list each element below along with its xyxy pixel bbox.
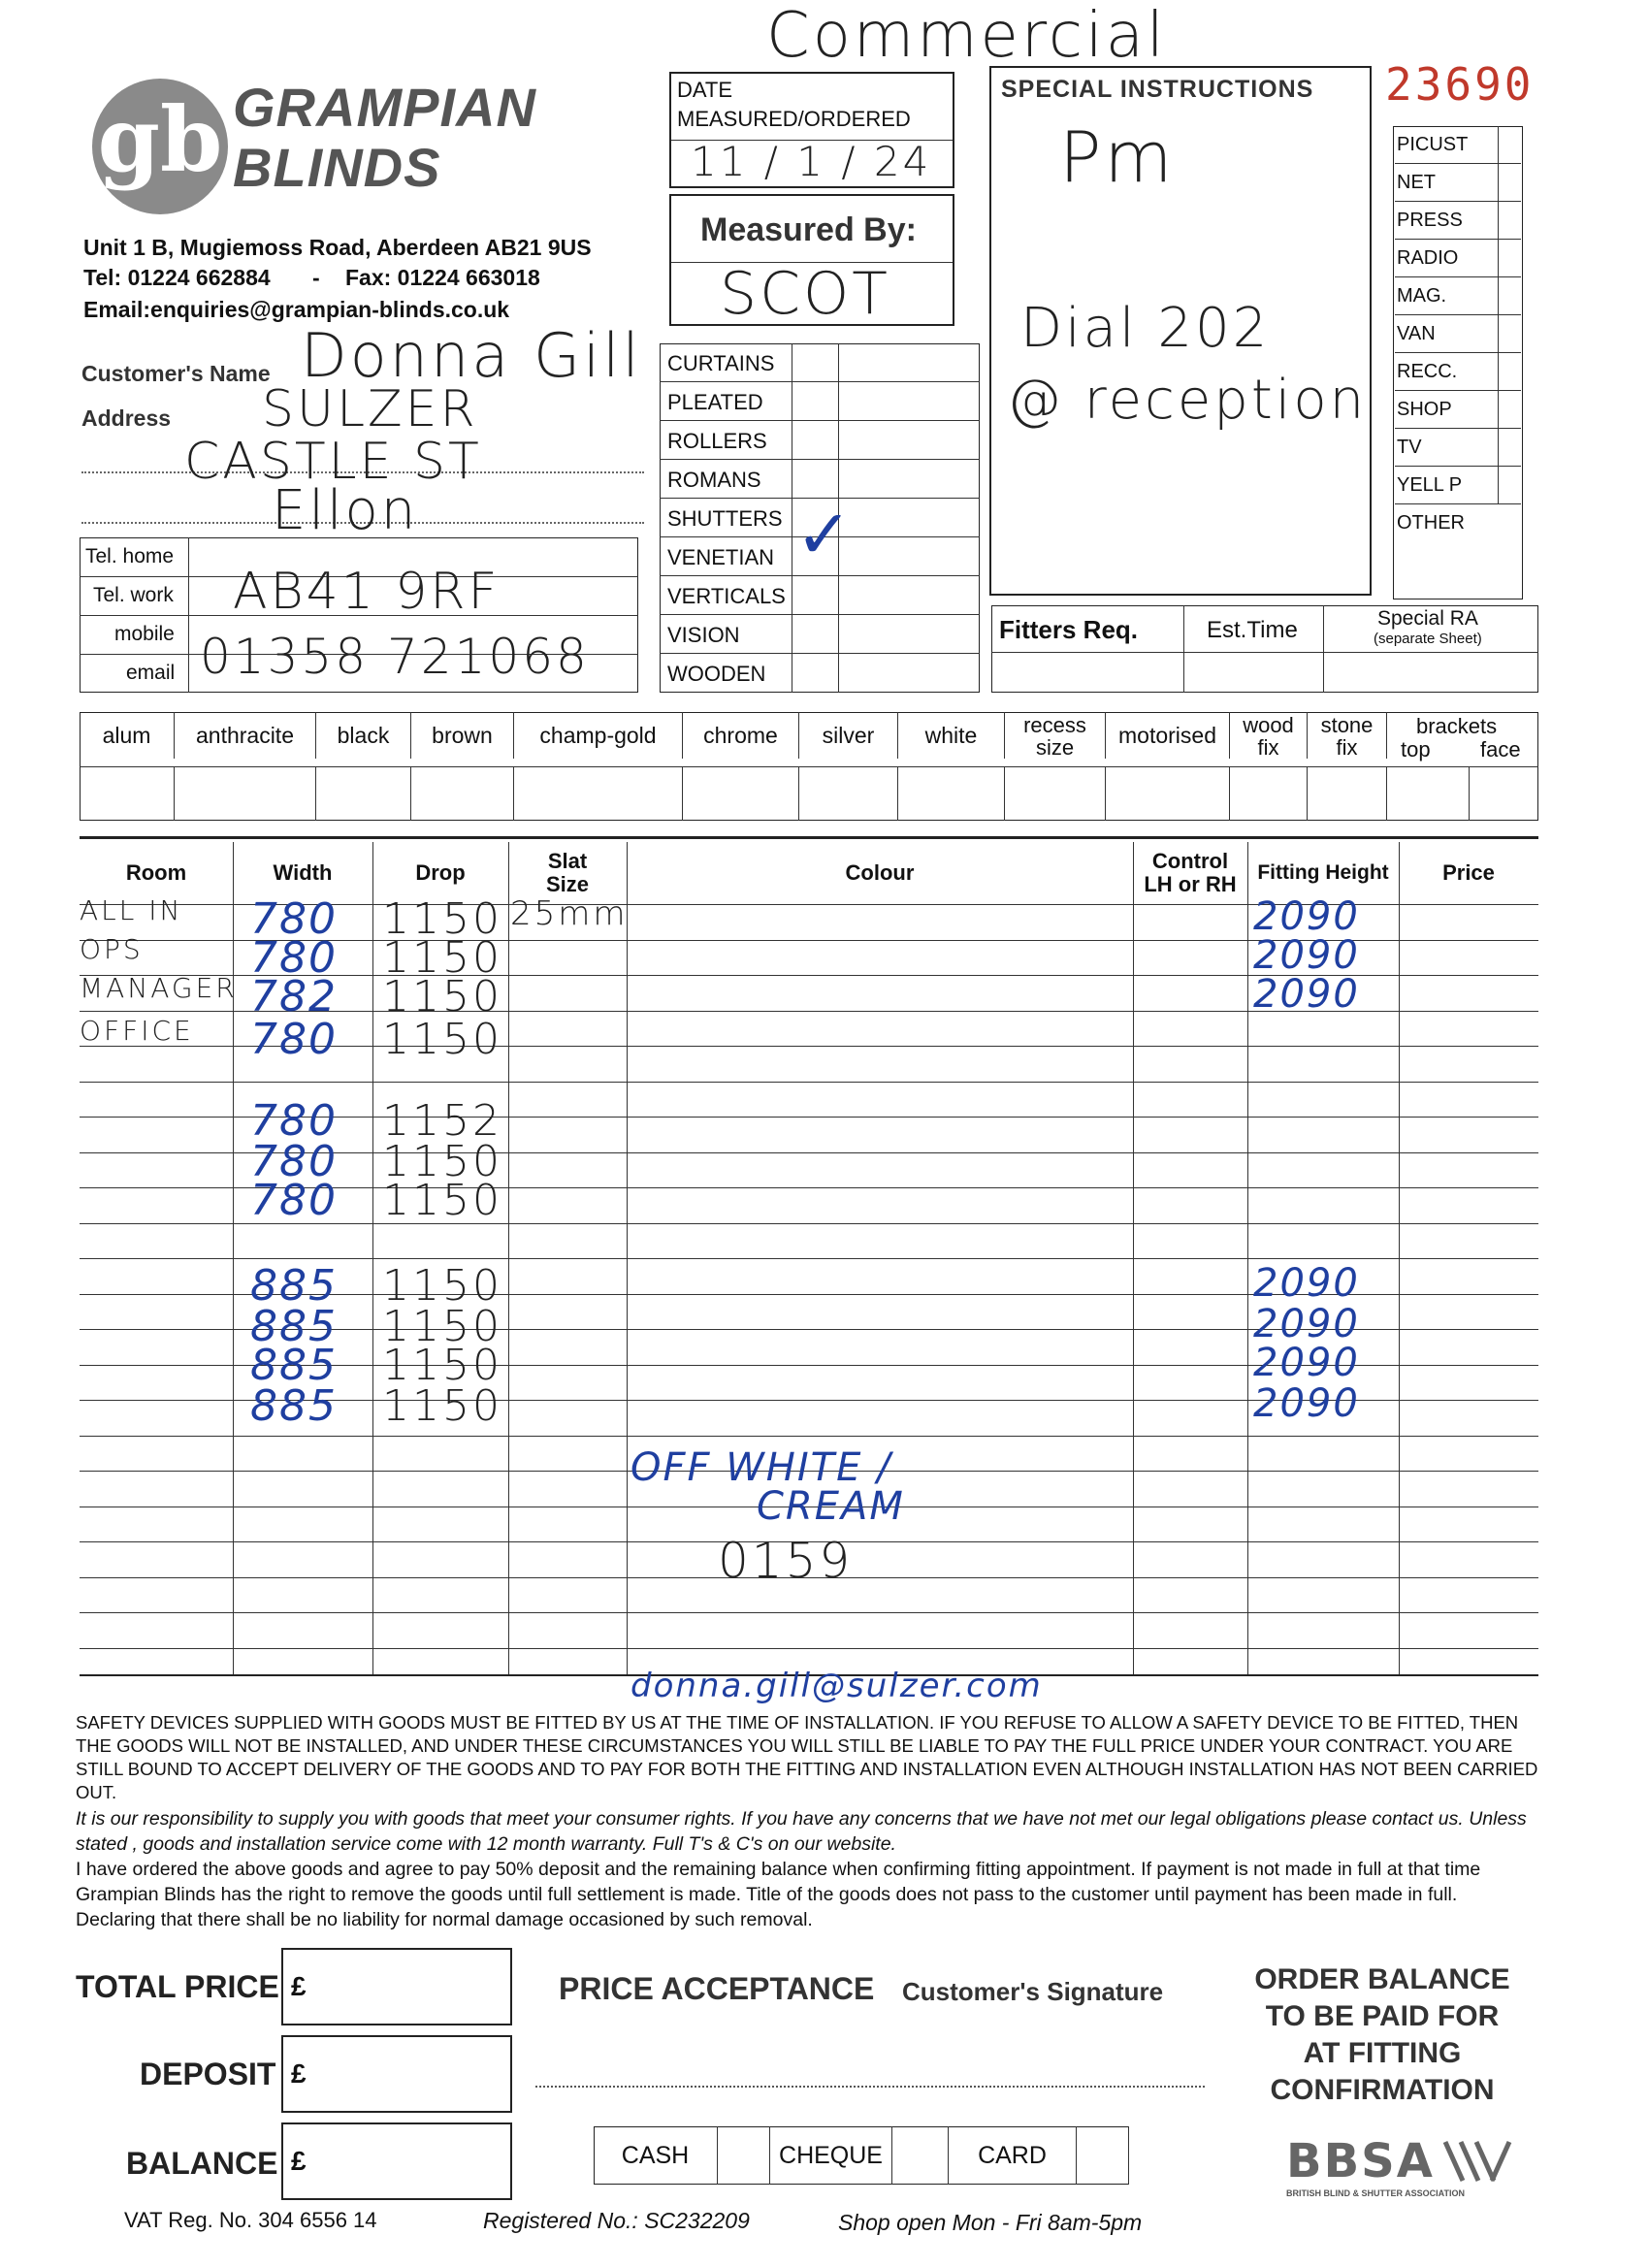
table-row[interactable] [80,1096,1538,1146]
date-value[interactable]: 11 / 1 / 24 [691,138,932,185]
product-label: ROLLERS [667,429,767,453]
cell-width: 885 [250,1381,338,1431]
colour-option-black: black [316,712,411,759]
company-address: Unit 1 B, Mugiemoss Road, Aberdeen AB21 9US [83,235,592,260]
cell-height: 2090 [1253,1261,1360,1306]
cell-width: 780 [250,894,338,944]
terms-rights: It is our responsibility to supply you with goods that meet your consumer rights. If you have any concerns that we have not met our legal obligations please contact us. Unless stated , goods and installation service come with 12 month warranty. Full T's & C's on our website. [76,1808,1527,1855]
payment-cash: CASH [594,2126,718,2185]
currency-symbol: £ [291,2058,307,2089]
cell-room: ALL IN [80,894,183,926]
cell-width: 885 [250,1261,338,1311]
customer-name-value[interactable]: Donna Gill [301,320,642,391]
tel-work-value[interactable]: AB41 9RF [233,563,501,621]
option-checkbox[interactable] [799,766,898,821]
est-time-label: Est.Time [1207,617,1298,643]
product-item[interactable] [660,421,980,460]
shop-hours: Shop open Mon - Fri 8am-5pm [838,2210,1143,2235]
table-row[interactable] [80,1224,1538,1263]
measured-by-value[interactable]: SCOT [720,260,890,328]
vat-reg: VAT Reg. No. 304 6556 14 [124,2208,377,2232]
special-ra-sub: (separate Sheet) [1374,631,1482,647]
stone-fix-label-2: fix [1336,735,1358,760]
logo-lettering: gb [97,87,223,192]
recess-label-1: recess [1023,713,1086,737]
order-balance-line2: TO BE PAID FOR [1265,2000,1500,2032]
header-width: Width [273,860,333,885]
company-name-line2: BLINDS [233,137,441,198]
cell-width: 780 [250,1096,338,1146]
cell-width: 780 [250,1176,338,1225]
colour-note-line2[interactable]: CREAM [757,1484,905,1529]
special-line2[interactable]: Dial 202 [1020,297,1271,360]
brackets-top-label: top [1401,737,1431,761]
cell-drop: 1150 [382,933,502,983]
date-label-1: DATE [677,78,733,102]
wood-fix-label-1: wood [1243,713,1294,737]
source-label: YELL P [1397,474,1463,496]
cell-height: 2090 [1253,1302,1360,1346]
venetian-check-mark[interactable]: ✓ [795,495,855,574]
cell-width: 780 [250,933,338,983]
source-item[interactable] [1395,126,1521,164]
tel-work-label: Tel. work [93,584,174,606]
product-label: VERTICALS [667,584,786,608]
option-checkbox[interactable] [411,766,514,821]
header-control-1: Control [1151,849,1229,873]
deposit-label: DEPOSIT [140,2057,276,2091]
colour-option-champ-gold: champ-gold [514,712,683,759]
source-label: RADIO [1397,247,1459,269]
wood-fix-label-2: fix [1257,735,1279,760]
total-price-label: TOTAL PRICE [76,1969,279,2004]
cell-drop: 1150 [382,1015,502,1064]
payment-card: CARD [949,2126,1077,2185]
table-row[interactable] [80,1261,1538,1311]
company-tel: Tel: 01224 662884 [83,265,271,290]
product-item[interactable] [660,615,980,654]
cell-height: 2090 [1253,933,1360,978]
source-item[interactable] [1395,429,1521,467]
balance-label: BALANCE [126,2146,278,2181]
cell-height: 2090 [1253,894,1360,939]
colour-option-brown: brown [411,712,514,759]
source-label: RECC. [1397,361,1458,382]
measured-by-label: Measured By: [700,211,917,248]
source-item[interactable] [1395,164,1521,202]
header-fitting-height: Fitting Height [1257,861,1389,884]
header-slat-1: Slat [547,849,588,873]
registered-no: Registered No.: SC232209 [483,2208,750,2233]
header-slat-2: Size [545,872,590,896]
option-checkbox[interactable] [80,766,175,821]
colour-note-code[interactable]: 0159 [718,1533,854,1589]
header-control-2: LH or RH [1144,872,1237,896]
stone-fix-label-1: stone [1320,713,1374,737]
signature-line[interactable] [535,2086,1205,2088]
colour-option-silver: silver [799,712,898,759]
source-item[interactable] [1395,467,1521,504]
colour-option-anthracite: anthracite [175,712,316,759]
option-checkbox[interactable] [1005,766,1106,821]
company-name-line1: GRAMPIAN [233,77,536,138]
fitters-label: Fitters Req. [999,615,1139,644]
total-price-field[interactable] [281,1948,512,2025]
payment-checkbox[interactable] [892,2126,949,2185]
source-item[interactable] [1395,240,1521,277]
product-label: ROMANS [667,468,761,492]
source-label: PICUST [1397,134,1469,155]
bbsa-logo: BBSA [1286,2134,1435,2188]
cell-height: 2090 [1253,972,1360,1017]
special-instructions-label: SPECIAL INSTRUCTIONS [1001,76,1314,103]
source-label: SHOP [1397,399,1452,420]
source-item[interactable] [1395,315,1521,353]
price-acceptance-sub: Customer's Signature [902,1977,1164,2006]
price-acceptance-title: PRICE ACCEPTANCE [559,1971,875,2006]
customer-email-handwritten[interactable]: donna.gill@sulzer.com [630,1667,1043,1705]
cell-width: 885 [250,1341,338,1390]
address-label: Address [81,405,172,431]
special-ra-label: Special RA [1377,607,1478,630]
cell-drop: 1150 [382,1381,502,1431]
product-item[interactable] [660,343,980,382]
source-label: VAN [1397,323,1436,344]
cell-room: MANAGER [80,972,238,1004]
product-label: VENETIAN [667,545,775,569]
special-instructions-box [989,66,1372,596]
source-label: PRESS [1397,210,1463,231]
colour-option-chrome: chrome [683,712,799,759]
mobile-label: mobile [114,623,175,645]
product-label: WOODEN [667,662,766,686]
product-label: PLEATED [667,390,763,414]
header-note: Commercial [766,0,1167,72]
address-line1[interactable]: SULZER [262,380,478,438]
option-checkbox[interactable] [1106,766,1230,821]
order-balance-line3: AT FITTING [1303,2037,1462,2069]
order-balance-line1: ORDER BALANCE [1254,1963,1510,1995]
company-logo [87,74,233,219]
currency-symbol: £ [291,2146,307,2176]
table-row[interactable] [80,1176,1538,1225]
cell-room: OFFICE [80,1015,194,1047]
cell-drop: 1150 [382,1261,502,1311]
measured-by-box [669,194,954,326]
product-label: VISION [667,623,740,647]
cell-drop: 1150 [382,1137,502,1186]
source-label: MAG. [1397,285,1447,307]
table-row[interactable] [80,1059,1538,1098]
cell-width: 782 [250,972,338,1021]
terms-safety: SAFETY DEVICES SUPPLIED WITH GOODS MUST BE FITTED BY US AT THE TIME OF INSTALLATION. IF YOU REFUSE TO ALLOW A SAFETY DEVICE TO BE FITTED, THEN THE GOODS WILL NOT BE INSTALLED, AND UNDER THESE CIRCUMSTANCES YOU WILL STILL BE LIABLE TO PAY THE FULL PRICE UNDER YOUR CONTRACT. YOU ARE STILL BOUND TO ACCEPT DELIVERY OF THE GOODS AND TO PAY FOR BOTH THE FITTING AND INSTALLATION EVEN ALTHOUGH INSTALLATION HAS NOT BEEN CARRIED OUT. [76,1712,1538,1802]
date-box [669,72,954,188]
product-item[interactable] [660,576,980,615]
table-row[interactable] [80,1341,1538,1390]
brackets-label: brackets [1416,714,1498,738]
payment-checkbox[interactable] [1077,2126,1129,2185]
balance-field[interactable] [281,2122,512,2200]
email-label: email [126,662,176,684]
option-checkbox[interactable] [683,766,799,821]
table-row[interactable] [80,1015,1538,1064]
option-checkbox[interactable] [175,766,316,821]
payment-checkbox[interactable] [718,2126,770,2185]
product-item[interactable] [660,654,980,693]
table-row[interactable] [80,1381,1538,1431]
source-item[interactable] [1395,202,1521,240]
header-drop: Drop [415,860,466,885]
company-fax: Fax: 01224 663018 [345,265,540,290]
special-line1[interactable]: Pm [1059,116,1176,198]
product-label: CURTAINS [667,351,775,375]
date-label-2: MEASURED/ORDERED [677,107,911,131]
table-row[interactable] [80,972,1538,1021]
colour-note-line1[interactable]: OFF WHITE / [630,1445,892,1490]
cell-drop: 1150 [382,1176,502,1225]
option-checkbox[interactable] [1308,766,1387,821]
header-price: Price [1442,860,1495,885]
cell-height: 2090 [1253,1341,1360,1385]
address-line2[interactable]: CASTLE ST [184,433,482,491]
product-item[interactable] [660,460,980,499]
source-item[interactable] [1395,353,1521,391]
brackets-face-label: face [1480,737,1521,761]
source-label: OTHER [1397,512,1465,534]
bbsa-subtitle: BRITISH BLIND & SHUTTER ASSOCIATION [1286,2188,1465,2198]
cell-width: 780 [250,1137,338,1186]
currency-symbol: £ [291,1971,307,2001]
tel-home-label: Tel. home [85,545,175,567]
source-item[interactable] [1395,504,1521,542]
cell-slat: 25mm [510,894,629,933]
cell-width: 780 [250,1015,338,1064]
order-balance-line4: CONFIRMATION [1270,2074,1495,2106]
cell-height: 2090 [1253,1381,1360,1426]
colour-option-white: white [898,712,1005,759]
bbsa-stripes-icon [1441,2140,1513,2187]
source-label: NET [1397,172,1436,193]
product-label: SHUTTERS [667,506,783,531]
source-label: TV [1397,437,1422,458]
cell-width: 885 [250,1302,338,1351]
colour-option-alum: alum [80,712,175,759]
address-line3[interactable]: Ellon [272,479,419,542]
cell-drop: 1150 [382,972,502,1021]
mobile-value[interactable]: 01358 721068 [200,629,590,685]
option-checkbox[interactable] [514,766,683,821]
recess-label-2: size [1035,735,1075,760]
product-item[interactable] [660,382,980,421]
special-line3[interactable]: @ reception [1007,369,1368,432]
cell-drop: 1150 [382,894,502,944]
option-checkbox[interactable] [1230,766,1308,821]
order-number: 23690 [1385,58,1535,111]
header-colour: Colour [845,860,915,885]
motorised-label: motorised [1106,712,1230,759]
cell-drop: 1150 [382,1302,502,1351]
terms-agreement: I have ordered the above goods and agree to pay 50% deposit and the remaining balance when confirming fitting appointment. If payment is not made in full at that time Grampian Blinds has the right to remove the goods until full settlement is made. Title of the goods does not pass to the customer until payment has been made in full. Declaring that there shall be no liability for normal damage occasioned by such removal. [76,1859,1481,1930]
option-checkbox[interactable] [898,766,1005,821]
cell-drop: 1152 [382,1096,502,1146]
source-item[interactable] [1395,391,1521,429]
option-checkbox[interactable] [316,766,411,821]
header-room: Room [125,860,187,885]
deposit-field[interactable] [281,2035,512,2113]
cell-drop: 1150 [382,1341,502,1390]
source-item[interactable] [1395,277,1521,315]
company-email: Email:enquiries@grampian-blinds.co.uk [83,297,510,322]
cell-room: OPS [80,933,144,965]
payment-cheque: CHEQUE [770,2126,892,2185]
customer-name-label: Customer's Name [81,361,271,386]
